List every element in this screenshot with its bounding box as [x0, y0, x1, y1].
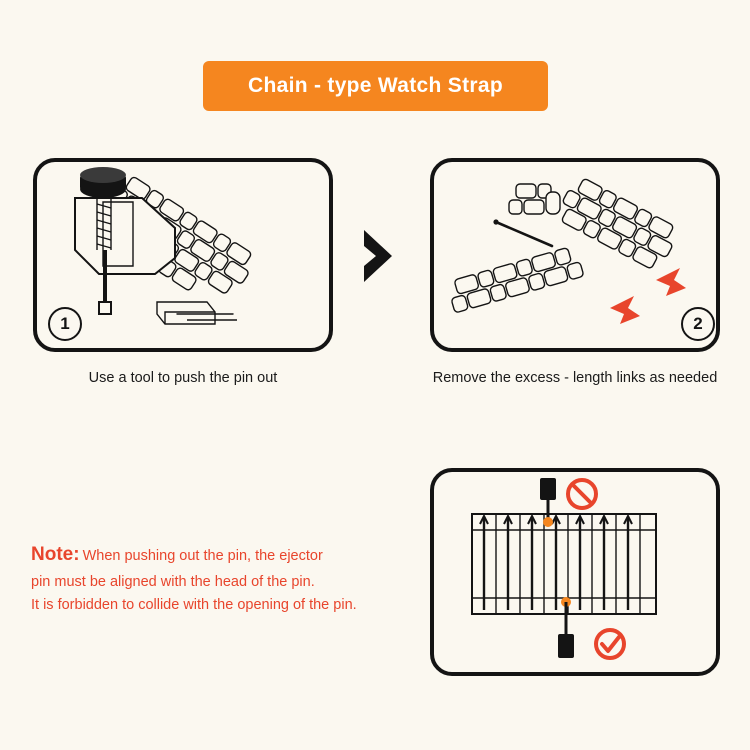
step-2-caption: Remove the excess - length links as needed: [432, 370, 718, 386]
check-sign-icon: [596, 630, 624, 658]
chevron-right-arrow-icon: [358, 228, 406, 284]
note-label: Note:: [31, 544, 80, 565]
step-2-badge-label: 2: [693, 314, 703, 333]
page-title-text: Chain - type Watch Strap: [248, 74, 503, 97]
step-2-panel: [430, 158, 720, 352]
note-line-2: pin must be aligned with the head of the pin.: [31, 573, 315, 590]
red-arrow-upper-icon: [656, 268, 686, 296]
page-title: [203, 61, 548, 111]
step-1-badge-label: 1: [60, 314, 70, 333]
step-1-badge: [48, 307, 82, 341]
prohibited-sign-icon: [568, 480, 596, 508]
note-line-1: When pushing out the pin, the ejector: [82, 548, 323, 564]
detail-panel: [430, 468, 720, 676]
note-line-3: It is forbidden to collide with the opening of the pin.: [31, 597, 357, 614]
pin-alignment-detail-illustration: [434, 472, 716, 672]
step-1-caption: Use a tool to push the pin out: [88, 370, 278, 386]
note-block: [31, 540, 416, 618]
red-arrow-lower-icon: [610, 296, 640, 324]
step-2-badge: [681, 307, 715, 341]
step-2-illustration: [434, 162, 716, 348]
